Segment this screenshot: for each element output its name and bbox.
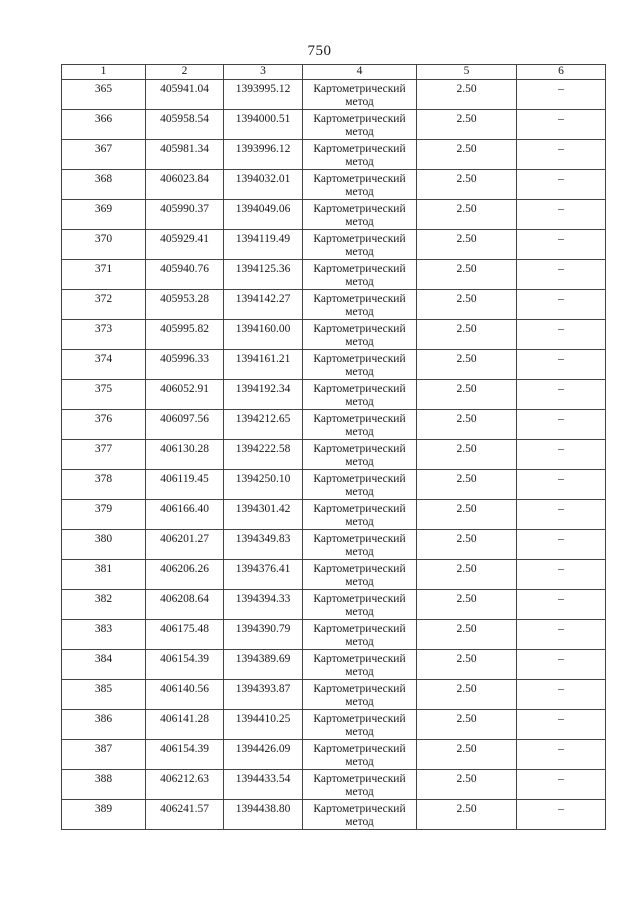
method-line-1: Картометрический — [313, 83, 406, 95]
method-line-2: метод — [345, 696, 374, 708]
x-coordinate-cell: 406241.57 — [146, 800, 224, 830]
method-line-1: Картометрический — [313, 593, 406, 605]
point-number-cell: 384 — [62, 650, 146, 680]
point-number-cell: 389 — [62, 800, 146, 830]
method-cell — [303, 140, 417, 170]
method-line-1: Картометрический — [313, 653, 406, 665]
table-row — [62, 320, 606, 350]
x-coordinate-cell: 406201.27 — [146, 530, 224, 560]
method-cell — [303, 380, 417, 410]
y-coordinate-cell: 1394222.58 — [224, 440, 303, 470]
method-line-1: Картометрический — [313, 113, 406, 125]
method-line-1: Картометрический — [313, 773, 406, 785]
method-cell — [303, 770, 417, 800]
x-coordinate-cell: 406097.56 — [146, 410, 224, 440]
note-cell: – — [517, 650, 606, 680]
accuracy-cell: 2.50 — [417, 470, 517, 500]
column-header: 5 — [417, 65, 517, 80]
accuracy-cell: 2.50 — [417, 350, 517, 380]
method-cell — [303, 350, 417, 380]
method-cell — [303, 230, 417, 260]
x-coordinate-cell: 405929.41 — [146, 230, 224, 260]
point-number-cell: 387 — [62, 740, 146, 770]
table-row — [62, 80, 606, 110]
note-cell: – — [517, 320, 606, 350]
method-cell — [303, 320, 417, 350]
method-line-2: метод — [345, 156, 374, 168]
point-number-cell: 371 — [62, 260, 146, 290]
method-line-2: метод — [345, 756, 374, 768]
accuracy-cell: 2.50 — [417, 80, 517, 110]
table-row — [62, 290, 606, 320]
accuracy-cell: 2.50 — [417, 320, 517, 350]
table-row — [62, 620, 606, 650]
method-line-1: Картометрический — [313, 713, 406, 725]
accuracy-cell: 2.50 — [417, 410, 517, 440]
method-line-2: метод — [345, 336, 374, 348]
y-coordinate-cell: 1394393.87 — [224, 680, 303, 710]
method-line-2: метод — [345, 576, 374, 588]
note-cell: – — [517, 200, 606, 230]
y-coordinate-cell: 1394212.65 — [224, 410, 303, 440]
y-coordinate-cell: 1394301.42 — [224, 500, 303, 530]
method-line-1: Картометрический — [313, 173, 406, 185]
point-number-cell: 388 — [62, 770, 146, 800]
point-number-cell: 383 — [62, 620, 146, 650]
x-coordinate-cell: 406140.56 — [146, 680, 224, 710]
x-coordinate-cell: 405940.76 — [146, 260, 224, 290]
note-cell: – — [517, 410, 606, 440]
y-coordinate-cell: 1394376.41 — [224, 560, 303, 590]
accuracy-cell: 2.50 — [417, 530, 517, 560]
table-row — [62, 800, 606, 830]
point-number-cell: 385 — [62, 680, 146, 710]
x-coordinate-cell: 405981.34 — [146, 140, 224, 170]
method-cell — [303, 590, 417, 620]
coordinates-table — [61, 64, 606, 830]
y-coordinate-cell: 1394250.10 — [224, 470, 303, 500]
point-number-cell: 368 — [62, 170, 146, 200]
method-cell — [303, 440, 417, 470]
table-row — [62, 740, 606, 770]
note-cell: – — [517, 80, 606, 110]
x-coordinate-cell: 405941.04 — [146, 80, 224, 110]
method-cell — [303, 470, 417, 500]
method-cell — [303, 110, 417, 140]
method-cell — [303, 560, 417, 590]
method-cell — [303, 500, 417, 530]
point-number-cell: 380 — [62, 530, 146, 560]
method-line-2: метод — [345, 726, 374, 738]
method-line-2: метод — [345, 516, 374, 528]
accuracy-cell: 2.50 — [417, 260, 517, 290]
method-line-1: Картометрический — [313, 203, 406, 215]
y-coordinate-cell: 1394000.51 — [224, 110, 303, 140]
accuracy-cell: 2.50 — [417, 200, 517, 230]
table-row — [62, 200, 606, 230]
method-cell — [303, 530, 417, 560]
method-line-1: Картометрический — [313, 263, 406, 275]
method-cell — [303, 260, 417, 290]
y-coordinate-cell: 1394349.83 — [224, 530, 303, 560]
column-header: 1 — [62, 65, 146, 80]
method-cell — [303, 200, 417, 230]
method-line-2: метод — [345, 396, 374, 408]
method-line-1: Картометрический — [313, 443, 406, 455]
x-coordinate-cell: 405995.82 — [146, 320, 224, 350]
method-cell — [303, 680, 417, 710]
y-coordinate-cell: 1394142.27 — [224, 290, 303, 320]
accuracy-cell: 2.50 — [417, 740, 517, 770]
method-cell — [303, 620, 417, 650]
point-number-cell: 369 — [62, 200, 146, 230]
note-cell: – — [517, 620, 606, 650]
x-coordinate-cell: 406208.64 — [146, 590, 224, 620]
accuracy-cell: 2.50 — [417, 140, 517, 170]
table-row — [62, 560, 606, 590]
note-cell: – — [517, 140, 606, 170]
point-number-cell: 366 — [62, 110, 146, 140]
note-cell: – — [517, 290, 606, 320]
method-cell — [303, 80, 417, 110]
method-line-2: метод — [345, 546, 374, 558]
table-row — [62, 140, 606, 170]
x-coordinate-cell: 405953.28 — [146, 290, 224, 320]
x-coordinate-cell: 406166.40 — [146, 500, 224, 530]
table-row — [62, 110, 606, 140]
method-line-1: Картометрический — [313, 293, 406, 305]
method-line-2: метод — [345, 186, 374, 198]
method-line-2: метод — [345, 306, 374, 318]
accuracy-cell: 2.50 — [417, 560, 517, 590]
method-line-2: метод — [345, 96, 374, 108]
table-row — [62, 170, 606, 200]
point-number-cell: 373 — [62, 320, 146, 350]
accuracy-cell: 2.50 — [417, 770, 517, 800]
x-coordinate-cell: 406023.84 — [146, 170, 224, 200]
table-row — [62, 230, 606, 260]
table-row — [62, 770, 606, 800]
table-row — [62, 530, 606, 560]
method-cell — [303, 710, 417, 740]
point-number-cell: 378 — [62, 470, 146, 500]
y-coordinate-cell: 1394192.34 — [224, 380, 303, 410]
method-line-1: Картометрический — [313, 623, 406, 635]
x-coordinate-cell: 406212.63 — [146, 770, 224, 800]
method-line-1: Картометрический — [313, 473, 406, 485]
column-header: 3 — [224, 65, 303, 80]
method-line-1: Картометрический — [313, 683, 406, 695]
accuracy-cell: 2.50 — [417, 380, 517, 410]
y-coordinate-cell: 1394410.25 — [224, 710, 303, 740]
table-row — [62, 410, 606, 440]
method-cell — [303, 410, 417, 440]
note-cell: – — [517, 500, 606, 530]
note-cell: – — [517, 440, 606, 470]
y-coordinate-cell: 1394049.06 — [224, 200, 303, 230]
column-header: 6 — [517, 65, 606, 80]
point-number-cell: 376 — [62, 410, 146, 440]
x-coordinate-cell: 406154.39 — [146, 740, 224, 770]
note-cell: – — [517, 380, 606, 410]
method-cell — [303, 740, 417, 770]
method-line-2: метод — [345, 126, 374, 138]
accuracy-cell: 2.50 — [417, 440, 517, 470]
x-coordinate-cell: 406141.28 — [146, 710, 224, 740]
y-coordinate-cell: 1394433.54 — [224, 770, 303, 800]
table-row — [62, 590, 606, 620]
method-line-2: метод — [345, 486, 374, 498]
accuracy-cell: 2.50 — [417, 170, 517, 200]
note-cell: – — [517, 350, 606, 380]
method-line-2: метод — [345, 606, 374, 618]
column-header: 2 — [146, 65, 224, 80]
y-coordinate-cell: 1394394.33 — [224, 590, 303, 620]
x-coordinate-cell: 405990.37 — [146, 200, 224, 230]
x-coordinate-cell: 406206.26 — [146, 560, 224, 590]
accuracy-cell: 2.50 — [417, 500, 517, 530]
accuracy-cell: 2.50 — [417, 650, 517, 680]
method-line-2: метод — [345, 816, 374, 828]
method-line-2: метод — [345, 426, 374, 438]
x-coordinate-cell: 406052.91 — [146, 380, 224, 410]
method-line-2: метод — [345, 276, 374, 288]
table-row — [62, 710, 606, 740]
table-row — [62, 650, 606, 680]
table-row — [62, 380, 606, 410]
note-cell: – — [517, 260, 606, 290]
point-number-cell: 372 — [62, 290, 146, 320]
point-number-cell: 379 — [62, 500, 146, 530]
method-line-2: метод — [345, 366, 374, 378]
y-coordinate-cell: 1394438.80 — [224, 800, 303, 830]
method-cell — [303, 800, 417, 830]
note-cell: – — [517, 710, 606, 740]
note-cell: – — [517, 560, 606, 590]
point-number-cell: 377 — [62, 440, 146, 470]
y-coordinate-cell: 1394389.69 — [224, 650, 303, 680]
x-coordinate-cell: 406119.45 — [146, 470, 224, 500]
method-line-1: Картометрический — [313, 383, 406, 395]
table-body — [62, 80, 606, 830]
table-header-row — [62, 65, 606, 80]
method-line-1: Картометрический — [313, 413, 406, 425]
table-row — [62, 260, 606, 290]
table-row — [62, 350, 606, 380]
method-line-2: метод — [345, 216, 374, 228]
point-number-cell: 375 — [62, 380, 146, 410]
method-line-1: Картометрический — [313, 533, 406, 545]
method-cell — [303, 290, 417, 320]
method-line-2: метод — [345, 786, 374, 798]
note-cell: – — [517, 230, 606, 260]
x-coordinate-cell: 405996.33 — [146, 350, 224, 380]
note-cell: – — [517, 170, 606, 200]
accuracy-cell: 2.50 — [417, 620, 517, 650]
point-number-cell: 381 — [62, 560, 146, 590]
method-line-2: метод — [345, 666, 374, 678]
method-line-1: Картометрический — [313, 803, 406, 815]
column-header: 4 — [303, 65, 417, 80]
method-line-1: Картометрический — [313, 143, 406, 155]
x-coordinate-cell: 405958.54 — [146, 110, 224, 140]
method-cell — [303, 170, 417, 200]
point-number-cell: 382 — [62, 590, 146, 620]
note-cell: – — [517, 590, 606, 620]
point-number-cell: 367 — [62, 140, 146, 170]
method-line-1: Картометрический — [313, 563, 406, 575]
note-cell: – — [517, 800, 606, 830]
note-cell: – — [517, 680, 606, 710]
table-row — [62, 440, 606, 470]
y-coordinate-cell: 1394426.09 — [224, 740, 303, 770]
method-line-1: Картометрический — [313, 323, 406, 335]
y-coordinate-cell: 1394119.49 — [224, 230, 303, 260]
method-line-1: Картометрический — [313, 353, 406, 365]
table-row — [62, 680, 606, 710]
accuracy-cell: 2.50 — [417, 110, 517, 140]
note-cell: – — [517, 110, 606, 140]
method-line-2: метод — [345, 456, 374, 468]
note-cell: – — [517, 740, 606, 770]
note-cell: – — [517, 530, 606, 560]
page-number: 750 — [307, 43, 332, 59]
method-cell — [303, 650, 417, 680]
accuracy-cell: 2.50 — [417, 590, 517, 620]
y-coordinate-cell: 1394160.00 — [224, 320, 303, 350]
point-number-cell: 374 — [62, 350, 146, 380]
method-line-1: Картометрический — [313, 503, 406, 515]
y-coordinate-cell: 1394390.79 — [224, 620, 303, 650]
method-line-2: метод — [345, 246, 374, 258]
point-number-cell: 386 — [62, 710, 146, 740]
table-row — [62, 500, 606, 530]
accuracy-cell: 2.50 — [417, 290, 517, 320]
accuracy-cell: 2.50 — [417, 680, 517, 710]
x-coordinate-cell: 406175.48 — [146, 620, 224, 650]
method-line-1: Картометрический — [313, 233, 406, 245]
accuracy-cell: 2.50 — [417, 800, 517, 830]
note-cell: – — [517, 470, 606, 500]
y-coordinate-cell: 1394125.36 — [224, 260, 303, 290]
table-row — [62, 470, 606, 500]
method-line-2: метод — [345, 636, 374, 648]
accuracy-cell: 2.50 — [417, 230, 517, 260]
note-cell: – — [517, 770, 606, 800]
method-line-1: Картометрический — [313, 743, 406, 755]
y-coordinate-cell: 1394161.21 — [224, 350, 303, 380]
x-coordinate-cell: 406154.39 — [146, 650, 224, 680]
point-number-cell: 370 — [62, 230, 146, 260]
accuracy-cell: 2.50 — [417, 710, 517, 740]
y-coordinate-cell: 1393995.12 — [224, 80, 303, 110]
x-coordinate-cell: 406130.28 — [146, 440, 224, 470]
y-coordinate-cell: 1393996.12 — [224, 140, 303, 170]
point-number-cell: 365 — [62, 80, 146, 110]
y-coordinate-cell: 1394032.01 — [224, 170, 303, 200]
